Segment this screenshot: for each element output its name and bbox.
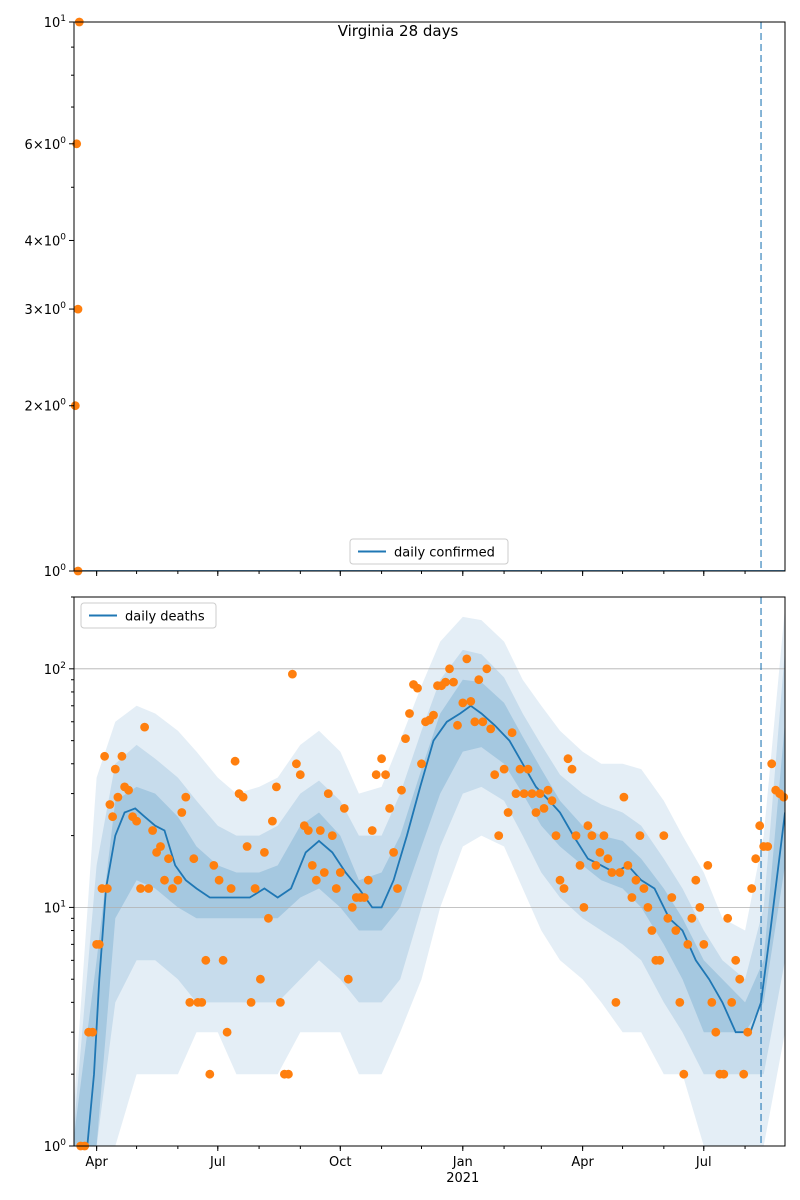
data-point bbox=[108, 812, 117, 821]
data-point bbox=[118, 752, 127, 761]
data-point bbox=[512, 789, 521, 798]
data-point bbox=[74, 305, 83, 314]
data-point bbox=[385, 804, 394, 813]
data-point bbox=[739, 1070, 748, 1079]
data-point bbox=[568, 765, 577, 774]
y-tick-label: $10^0$ bbox=[43, 563, 66, 580]
top-axes-layer bbox=[25, 14, 785, 580]
data-point bbox=[364, 876, 373, 885]
data-point bbox=[612, 998, 621, 1007]
x-tick-label: Oct bbox=[329, 1155, 352, 1170]
data-point bbox=[699, 940, 708, 949]
data-point bbox=[251, 884, 260, 893]
data-point bbox=[659, 831, 668, 840]
y-tick-label: $6\times 10^0$ bbox=[24, 135, 66, 153]
data-point bbox=[344, 975, 353, 984]
data-point bbox=[540, 804, 549, 813]
data-point bbox=[106, 800, 115, 809]
axes-frame bbox=[74, 22, 785, 571]
top-panel-daily-confirmed bbox=[25, 14, 785, 580]
data-point bbox=[504, 808, 513, 817]
chart-title: Virginia 28 days bbox=[337, 22, 459, 40]
data-point bbox=[95, 940, 104, 949]
data-point bbox=[201, 956, 210, 965]
data-point bbox=[296, 770, 305, 779]
data-point bbox=[763, 842, 772, 851]
data-point bbox=[332, 884, 341, 893]
data-point bbox=[185, 998, 194, 1007]
data-point bbox=[136, 884, 145, 893]
x-tick-label: Apr bbox=[85, 1155, 108, 1170]
data-point bbox=[320, 868, 329, 877]
bottom-legend bbox=[81, 603, 216, 628]
data-point bbox=[655, 956, 664, 965]
data-point bbox=[474, 675, 483, 684]
data-point bbox=[324, 789, 333, 798]
data-point bbox=[731, 956, 740, 965]
data-point bbox=[683, 940, 692, 949]
data-point bbox=[735, 975, 744, 984]
data-point bbox=[132, 817, 141, 826]
data-point bbox=[723, 914, 732, 923]
data-point bbox=[247, 998, 256, 1007]
data-point bbox=[223, 1028, 232, 1037]
data-point bbox=[636, 831, 645, 840]
y-tick-label: $10^0$ bbox=[43, 1138, 66, 1155]
data-point bbox=[429, 711, 438, 720]
data-point bbox=[632, 876, 641, 885]
data-point bbox=[500, 765, 509, 774]
data-point bbox=[600, 831, 609, 840]
data-point bbox=[604, 854, 613, 863]
data-point bbox=[272, 783, 281, 792]
data-point bbox=[548, 796, 557, 805]
data-point bbox=[747, 884, 756, 893]
data-point bbox=[168, 884, 177, 893]
data-point bbox=[401, 734, 410, 743]
data-point bbox=[458, 699, 467, 708]
data-point bbox=[239, 793, 248, 802]
data-point bbox=[288, 670, 297, 679]
data-point bbox=[707, 998, 716, 1007]
data-point bbox=[564, 754, 573, 763]
data-point bbox=[227, 884, 236, 893]
data-point bbox=[205, 1070, 214, 1079]
data-point bbox=[405, 709, 414, 718]
data-point bbox=[292, 759, 301, 768]
data-point bbox=[648, 926, 657, 935]
data-point bbox=[671, 926, 680, 935]
data-point bbox=[336, 868, 345, 877]
data-point bbox=[377, 754, 386, 763]
data-point bbox=[312, 876, 321, 885]
data-point bbox=[620, 793, 629, 802]
data-point bbox=[449, 678, 458, 687]
top-points-layer bbox=[71, 18, 84, 576]
data-point bbox=[453, 721, 462, 730]
data-point bbox=[111, 765, 120, 774]
data-point bbox=[268, 817, 277, 826]
data-point bbox=[592, 861, 601, 870]
data-point bbox=[381, 770, 390, 779]
x-tick-label: Jul bbox=[695, 1155, 712, 1170]
data-point bbox=[189, 854, 198, 863]
y-tick-label: $3\times 10^0$ bbox=[24, 301, 66, 319]
data-point bbox=[516, 765, 525, 774]
data-point bbox=[413, 684, 422, 693]
data-point bbox=[608, 868, 617, 877]
data-point bbox=[397, 786, 406, 795]
data-point bbox=[348, 903, 357, 912]
data-point bbox=[231, 757, 240, 766]
bottom-legend-label: daily deaths bbox=[125, 609, 205, 625]
data-point bbox=[360, 893, 369, 902]
data-point bbox=[663, 914, 672, 923]
data-point bbox=[576, 861, 585, 870]
data-point bbox=[144, 884, 153, 893]
data-point bbox=[779, 793, 788, 802]
data-point bbox=[624, 861, 633, 870]
data-point bbox=[644, 903, 653, 912]
x-tick-label: Jan bbox=[452, 1155, 473, 1170]
data-point bbox=[544, 786, 553, 795]
x-tick-label: Apr bbox=[571, 1155, 594, 1170]
data-point bbox=[528, 789, 537, 798]
data-point bbox=[284, 1070, 293, 1079]
y-tick-label: $10^1$ bbox=[43, 899, 66, 917]
data-point bbox=[219, 956, 228, 965]
data-point bbox=[209, 861, 218, 870]
data-point bbox=[103, 884, 112, 893]
data-point bbox=[156, 842, 165, 851]
data-point bbox=[316, 826, 325, 835]
data-point bbox=[264, 914, 273, 923]
data-point bbox=[596, 848, 605, 857]
data-point bbox=[679, 1070, 688, 1079]
data-point bbox=[508, 728, 517, 737]
data-point bbox=[417, 759, 426, 768]
data-point bbox=[532, 808, 541, 817]
data-point bbox=[687, 914, 696, 923]
x-tick-label: Jul bbox=[209, 1155, 226, 1170]
data-point bbox=[328, 831, 337, 840]
top-series-layer bbox=[74, 22, 785, 571]
data-point bbox=[711, 1028, 720, 1037]
y-tick-label: $4\times 10^0$ bbox=[24, 232, 66, 250]
data-point bbox=[616, 868, 625, 877]
data-point bbox=[695, 903, 704, 912]
top-legend bbox=[350, 539, 508, 564]
data-point bbox=[719, 1070, 728, 1079]
data-point bbox=[470, 717, 479, 726]
data-point bbox=[140, 723, 149, 732]
data-point bbox=[114, 793, 123, 802]
data-point bbox=[160, 876, 169, 885]
data-point bbox=[584, 821, 593, 830]
data-point bbox=[691, 876, 700, 885]
data-point bbox=[767, 759, 776, 768]
data-point bbox=[276, 998, 285, 1007]
data-point bbox=[197, 998, 206, 1007]
data-point bbox=[667, 893, 676, 902]
bottom-panel-daily-deaths bbox=[44, 597, 788, 1186]
data-point bbox=[552, 831, 561, 840]
data-point bbox=[520, 789, 529, 798]
data-point bbox=[181, 793, 190, 802]
data-point bbox=[490, 770, 499, 779]
data-point bbox=[340, 804, 349, 813]
data-point bbox=[389, 848, 398, 857]
data-point bbox=[536, 789, 545, 798]
data-point bbox=[304, 826, 313, 835]
data-point bbox=[148, 826, 157, 835]
data-point bbox=[755, 821, 764, 830]
data-point bbox=[441, 678, 450, 687]
data-point bbox=[466, 697, 475, 706]
data-point bbox=[445, 664, 454, 673]
data-point bbox=[494, 831, 503, 840]
x-tick-year-label: 2021 bbox=[446, 1171, 480, 1186]
data-point bbox=[177, 808, 186, 817]
data-point bbox=[482, 664, 491, 673]
data-point bbox=[368, 826, 377, 835]
data-point bbox=[124, 786, 133, 795]
data-point bbox=[478, 717, 487, 726]
data-point bbox=[393, 884, 402, 893]
y-tick-label: $10^1$ bbox=[43, 14, 66, 31]
data-point bbox=[588, 831, 597, 840]
data-point bbox=[703, 861, 712, 870]
data-point bbox=[743, 1028, 752, 1037]
data-point bbox=[640, 884, 649, 893]
data-point bbox=[174, 876, 183, 885]
data-point bbox=[628, 893, 637, 902]
data-point bbox=[675, 998, 684, 1007]
data-point bbox=[727, 998, 736, 1007]
y-tick-label: $10^2$ bbox=[43, 660, 66, 678]
data-point bbox=[243, 842, 252, 851]
data-point bbox=[462, 655, 471, 664]
data-point bbox=[572, 831, 581, 840]
data-point bbox=[164, 854, 173, 863]
data-point bbox=[751, 854, 760, 863]
data-point bbox=[524, 765, 533, 774]
data-point bbox=[560, 884, 569, 893]
data-point bbox=[260, 848, 269, 857]
data-point bbox=[88, 1028, 97, 1037]
data-point bbox=[372, 770, 381, 779]
data-point bbox=[580, 903, 589, 912]
y-tick-label: $2\times 10^0$ bbox=[24, 397, 66, 415]
data-point bbox=[308, 861, 317, 870]
data-point bbox=[215, 876, 224, 885]
data-point bbox=[100, 752, 109, 761]
data-point bbox=[256, 975, 265, 984]
data-point bbox=[556, 876, 565, 885]
top-legend-label: daily confirmed bbox=[394, 545, 495, 561]
data-point bbox=[486, 725, 495, 734]
